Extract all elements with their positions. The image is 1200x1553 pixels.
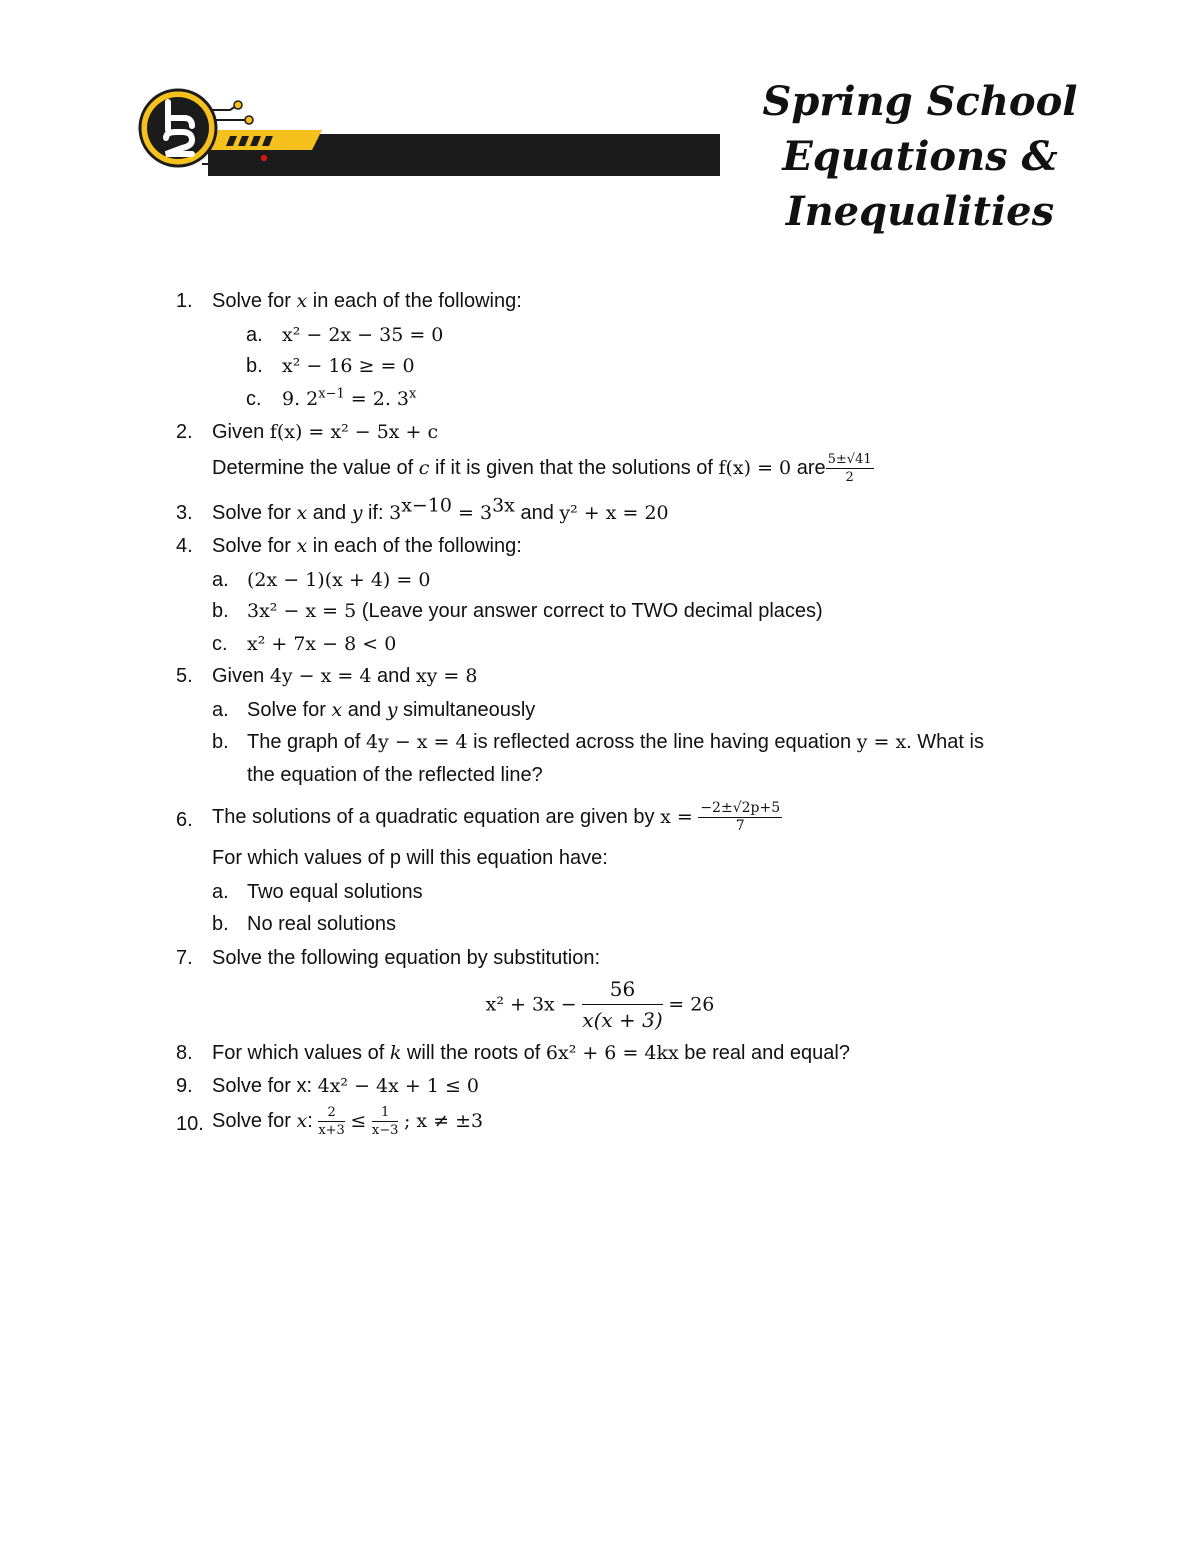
question-number: 6.	[176, 809, 193, 831]
fraction: $\frac{-2\pm√2p+5}{7}$	[700, 800, 781, 834]
question-number: 7.	[176, 947, 193, 969]
page-title	[740, 74, 1100, 239]
question-text: No real solutions	[247, 913, 396, 935]
title-line-2: Equations &	[782, 133, 1058, 180]
question-text: 3x² − x = 5 (Leave your answer correct to TWO decimal places)	[247, 600, 823, 622]
item-label: c.	[212, 633, 228, 655]
item-label: b.	[212, 731, 229, 753]
question-text: For which values of k will the roots of 6x² + 6 = 4kx be real and equal?	[212, 1042, 850, 1064]
question-text: The solutions of a quadratic equation are given by x = $\frac{-2\pm√2p+5}{7}$	[212, 800, 781, 834]
question-text: Solve the following equation by substitution:	[212, 947, 601, 969]
fraction: $\frac{56}{x(x + 3)}$	[582, 977, 663, 1032]
item-label: b.	[246, 355, 263, 377]
fraction: $\frac{1}{x-3}$	[371, 1105, 399, 1138]
equation: 9. $2^{x-1} = 2$. 3$^x$	[282, 386, 417, 410]
equation: (2x − 1)(x + 4) = 0	[247, 569, 431, 591]
equation: x² + 7x − 8 < 0	[247, 633, 397, 655]
item-label: a.	[212, 569, 229, 591]
question-text: The graph of 4y − x = 4 is reflected across the line having equation y = x. What is	[247, 731, 984, 753]
question-text: Given f(x) = x² − 5x + c	[212, 421, 439, 443]
item-label: c.	[246, 388, 262, 410]
question-number: 9.	[176, 1075, 193, 1097]
question-number: 10.	[176, 1113, 204, 1135]
item-label: a.	[212, 881, 229, 903]
equation: x² − 2x − 35 = 0	[282, 324, 444, 346]
question-number: 3.	[176, 502, 193, 524]
question-text: Solve for x: $\frac{2}{x+3}$ ≤ $\frac{1}{x-3}$ ; x ≠ ±3	[212, 1105, 484, 1138]
question-number: 8.	[176, 1042, 193, 1064]
question-text: Solve for x and y simultaneously	[247, 699, 536, 721]
question-text: Solve for x and y if: $3^{x-10} = 3^{3x}$ and y² + x = 20	[212, 494, 669, 524]
fraction: $\frac{2}{x+3}$	[318, 1105, 345, 1138]
question-number: 4.	[176, 535, 193, 557]
question-number: 5.	[176, 665, 193, 687]
title-line-3: Inequalities	[785, 188, 1055, 235]
question-text: Two equal solutions	[247, 881, 423, 903]
school-logo	[138, 72, 728, 184]
question-number: 1.	[176, 290, 193, 312]
question-number: 2.	[176, 421, 193, 443]
item-label: a.	[246, 324, 263, 346]
fraction: $\frac{5\pm√41}{2}$	[827, 452, 872, 485]
title-line-1: Spring School	[762, 78, 1078, 125]
question-text: the equation of the reflected line?	[247, 764, 543, 786]
question-text: For which values of p will this equation have:	[212, 847, 608, 869]
question-text: Solve for x: 4x² − 4x + 1 ≤ 0	[212, 1075, 480, 1097]
equation: x² − 16 ≥ = 0	[282, 355, 415, 377]
item-label: b.	[212, 600, 229, 622]
question-text: Solve for x in each of the following:	[212, 290, 522, 312]
item-label: b.	[212, 913, 229, 935]
question-text: Solve for x in each of the following:	[212, 535, 522, 557]
question-text: Determine the value of c if it is given that the solutions of f(x) = 0 are $\frac{5\pm√41}{2}$	[212, 452, 872, 485]
question-7-equation: x² + 3x − $\frac{56}{x(x + 3)}$ = 26	[485, 977, 715, 1032]
question-text: Given 4y − x = 4 and xy = 8	[212, 665, 478, 687]
item-label: a.	[212, 699, 229, 721]
